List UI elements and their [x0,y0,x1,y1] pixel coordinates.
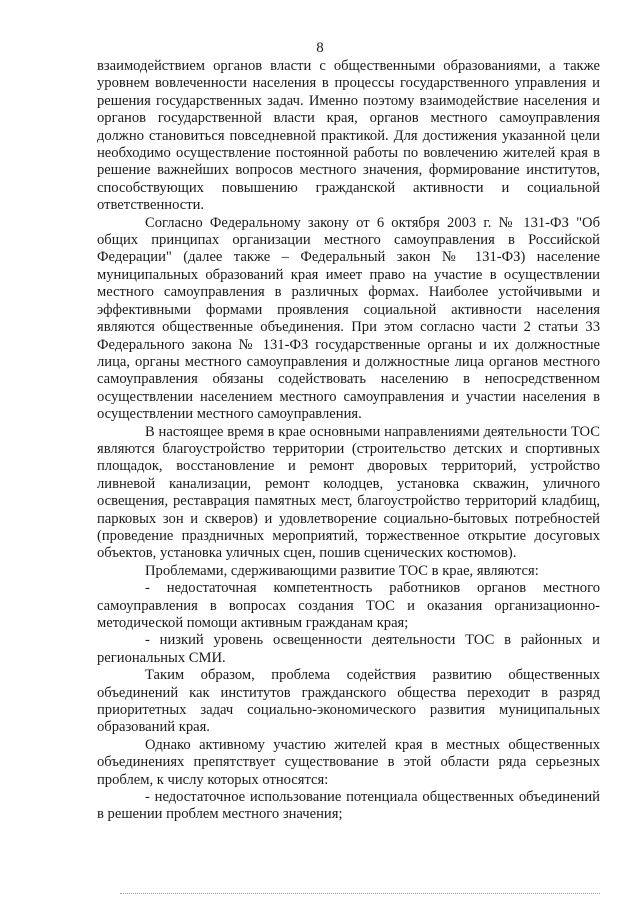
list-item: - недостаточная компетентность работников органов местного самоуправления в вопросах создания ТОС и оказания организационно-методической помощи активным гражданам края; [97,580,600,631]
paragraph: Проблемами, сдерживающими развитие ТОС в крае, являются: [145,562,539,579]
paragraph: Согласно Федеральному закону от 6 октября 2003 г. № 131-ФЗ "Об общих принципах организации местного самоуправления в Российской Федерации" (далее также – Федеральный закон № 131-ФЗ) население муниципальных образований края имеет право на участие в осуществлении местного самоуправления в различных формах. Наиболее устойчивыми и эффективными формами проявления социальной активности населения являются общественные объединения. При этом согласно части 2 статьи 33 Федерального закона № 131-ФЗ государственные органы и их должностные лица, органы местного самоуправления и должностные лица органов местного самоуправления обязаны содействовать населению в непосредственном осуществлении населением местного самоуправления и участии населения в осуществлении местного самоуправления. [97,214,600,423]
paragraph: Таким образом, проблема содействия развитию общественных объединений как институтов гражданского общества переходит в разряд приоритетных задач социально-экономического развития муниципальных образований края. [97,667,600,736]
paragraph: Однако активному участию жителей края в местных общественных объединениях препятствует существование в этой области ряда серьезных проблем, к числу которых относятся: [97,736,600,788]
list-item: - низкий уровень освещенности деятельности ТОС в районных и региональных СМИ. [97,632,600,666]
page-number: 8 [316,40,324,56]
list-item: - недостаточное использование потенциала общественных объединений в решении проблем местного значения; [97,789,600,823]
scan-artifact-line [120,893,600,894]
document-body [97,58,600,824]
paragraph: В настоящее время в крае основными направлениями деятельности ТОС являются благоустройство территории (строительство детских и спортивных площадок, восстановление и ремонт дворовых территорий, устройство ливневой канализации, ремонт колодцев, установка скважин, уличного освещения, реставрация памятных мест, благоустройство территорий кладбищ, парковых зон и скверов) и удовлетворение социально-бытовых потребностей (проведение праздничных мероприятий, торжественное открытие досуговых объектов, установка уличных сцен, пошив сценических костюмов). [97,423,600,562]
paragraph: взаимодействием органов власти с общественными образованиями, а также уровнем вовлеченности населения в процессы государственного управления и решения государственных задач. Именно поэтому взаимодействие населения и органов государственной власти края, органов местного самоуправления должно становиться повседневной практикой. Для достижения указанной цели необходимо осуществление постоянной работы по вовлечению жителей края в решение важнейших вопросов местного значения, формирование институтов, способствующих повышению гражданской активности и социальной ответственности. [97,58,600,214]
